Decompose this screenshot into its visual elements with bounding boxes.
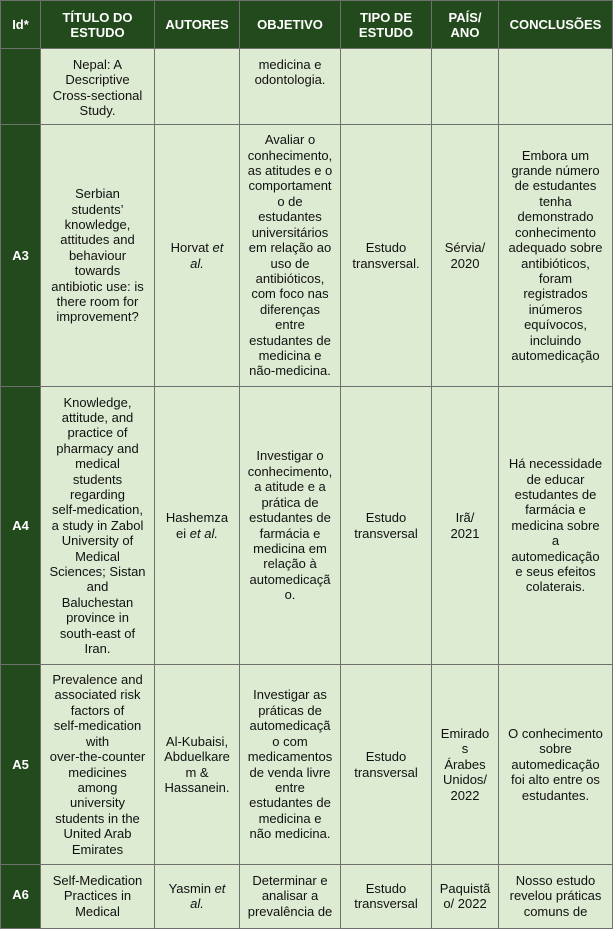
row-autores xyxy=(155,49,240,125)
row-objetivo: Investigar as práticas de automedicaçã o com medicamentos de venda livre entre estudantes de medicina e não medicina. xyxy=(240,665,341,865)
row-pais-ano: Paquistã o/ 2022 xyxy=(432,865,499,929)
row-autores: Hashemza ei et al. xyxy=(155,387,240,665)
row-tipo: Estudo transversal. xyxy=(341,125,432,387)
header-conclusoes: CONCLUSÕES xyxy=(499,1,613,49)
row-pais-ano: Emirado s Árabes Unidos/ 2022 xyxy=(432,665,499,865)
header-autores: AUTORES xyxy=(155,1,240,49)
row-titulo: Knowledge, attitude, and practice of pharmacy and medical students regarding self-medication, a study in Zabol University of Medical Sciences; Sistan and Baluchestan province in south-east of Iran. xyxy=(41,387,155,665)
row-objetivo: Avaliar o conhecimento, as atitudes e o comportament o de estudantes universitários em relação ao uso de antibióticos, com foco nas diferenças entre estudantes de medicina e não-medicina. xyxy=(240,125,341,387)
row-objetivo: Investigar o conhecimento, a atitude e a prática de estudantes de farmácia e medicina em relação à automedicaçã o. xyxy=(240,387,341,665)
row-objetivo: Determinar e analisar a prevalência de xyxy=(240,865,341,929)
row-tipo xyxy=(341,49,432,125)
table-row xyxy=(1,665,613,865)
table-row xyxy=(1,387,613,665)
table-row xyxy=(1,49,613,125)
row-pais-ano: Irã/ 2021 xyxy=(432,387,499,665)
row-objetivo: medicina e odontologia. xyxy=(240,49,341,125)
row-titulo: Serbian students’ knowledge, attitudes and behaviour towards antibiotic use: is there room for improvement? xyxy=(41,125,155,387)
row-conclusoes: O conhecimento sobre automedicação foi alto entre os estudantes. xyxy=(499,665,613,865)
row-id xyxy=(1,49,41,125)
row-autores: Yasmin et al. xyxy=(155,865,240,929)
header-tipo: TIPO DE ESTUDO xyxy=(341,1,432,49)
header-id: Id* xyxy=(1,1,41,49)
row-id: A6 xyxy=(1,865,41,929)
header-row xyxy=(1,1,613,49)
row-titulo: Nepal: A Descriptive Cross-sectional Study. xyxy=(41,49,155,125)
row-titulo: Prevalence and associated risk factors of self-medication with over-the-counter medicines among university students in the United Arab Emirates xyxy=(41,665,155,865)
row-tipo: Estudo transversal xyxy=(341,865,432,929)
header-objetivo: OBJETIVO xyxy=(240,1,341,49)
row-tipo: Estudo transversal xyxy=(341,665,432,865)
row-pais-ano: Sérvia/ 2020 xyxy=(432,125,499,387)
header-pais-ano: PAÍS/ ANO xyxy=(432,1,499,49)
row-id: A5 xyxy=(1,665,41,865)
row-autores: Horvat et al. xyxy=(155,125,240,387)
row-autores: Al-Kubaisi, Abduelkare m & Hassanein. xyxy=(155,665,240,865)
row-pais-ano xyxy=(432,49,499,125)
header-titulo: TÍTULO DO ESTUDO xyxy=(41,1,155,49)
row-conclusoes: Nosso estudo revelou práticas comuns de xyxy=(499,865,613,929)
row-tipo: Estudo transversal xyxy=(341,387,432,665)
row-id: A3 xyxy=(1,125,41,387)
row-conclusoes: Há necessidade de educar estudantes de farmácia e medicina sobre a automedicação e seus efeitos colaterais. xyxy=(499,387,613,665)
row-conclusoes xyxy=(499,49,613,125)
table-row xyxy=(1,125,613,387)
row-titulo: Self-Medication Practices in Medical xyxy=(41,865,155,929)
table-row xyxy=(1,865,613,929)
row-conclusoes: Embora um grande número de estudantes tenha demonstrado conhecimento adequado sobre antibióticos, foram registrados inúmeros equívocos, incluindo automedicação xyxy=(499,125,613,387)
row-id: A4 xyxy=(1,387,41,665)
